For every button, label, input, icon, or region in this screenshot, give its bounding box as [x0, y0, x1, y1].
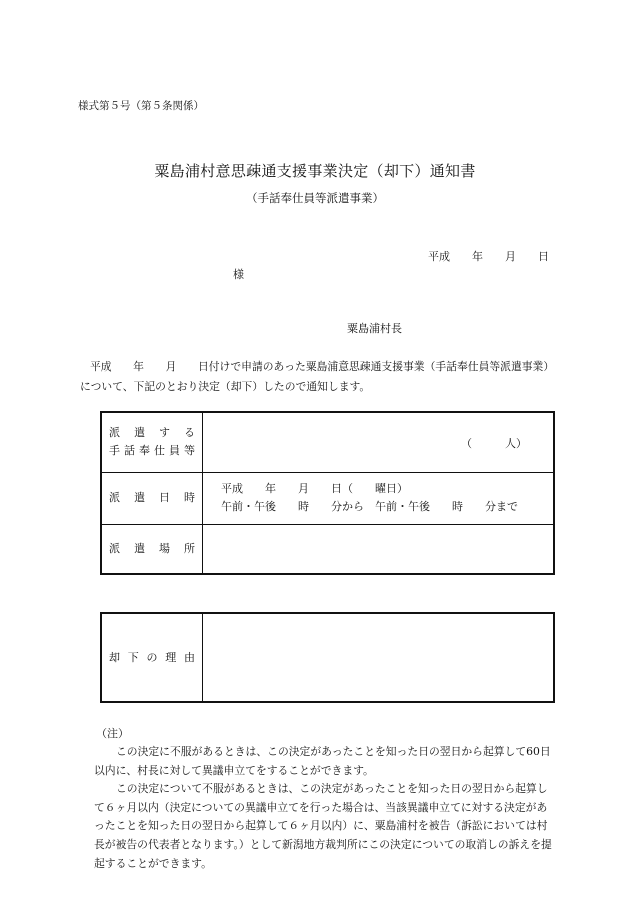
dispatch-table [100, 411, 555, 575]
datetime-line-1: 平成 年 月 日（ 曜日） [221, 482, 408, 495]
table-row-location [101, 524, 554, 574]
location-label: 派遣場所 [109, 541, 195, 555]
datetime-value-cell [203, 472, 555, 524]
issuer-name: 粟島浦村長 [347, 322, 402, 335]
document-subtitle: （手話奉仕員等派遣事業） [246, 191, 384, 205]
form-number: 様式第５号（第５条関係） [78, 100, 204, 112]
note-paragraph-2: この決定について不服があるときは、この決定があったことを知った日の翌日から起算して６ヶ月以内（決定についての異議申立てを行った場合は、当該異議申立てに対する決定があったことを知った日の翌日から起算して６ヶ月以内）に、粟島浦村を被告（訴訟においては村長が被告の代表者となります。）として新潟地方裁判所にこの決定についての取消しの訴えを提起することができます。 [94, 782, 552, 870]
date-line [428, 248, 549, 264]
location-label-cell [101, 524, 203, 574]
addressee-suffix: 様 [233, 268, 244, 281]
document-title: 粟島浦村意思疎通支援事業決定（却下）通知書 [154, 162, 476, 180]
interpreter-label-line2: 手話奉仕員等 [109, 444, 195, 458]
datetime-label-cell [101, 472, 203, 524]
interpreter-value-cell [203, 412, 555, 472]
date-year: 年 [472, 250, 483, 263]
notification-body: 平成 年 月 日付けで申請のあった粟島浦意思疎通支援事業（手話奉仕員等派遣事業）について、下記のとおり決定（却下）したので通知します。 [80, 360, 549, 393]
note-paragraph-1: この決定に不服があるときは、この決定があったことを知った日の翌日から起算して60日以内に、村長に対して異議申立てをすることができます。 [94, 745, 551, 777]
interpreter-label-line1: 派遣する [109, 426, 195, 440]
date-month: 月 [505, 250, 516, 263]
date-day: 日 [538, 250, 549, 263]
datetime-label: 派遣日時 [109, 491, 195, 504]
rejection-label-cell [101, 613, 203, 702]
table-row-rejection [101, 613, 554, 702]
notes-heading: （注） [96, 727, 129, 740]
interpreter-count: （ 人） [461, 437, 527, 450]
table-row-interpreter [101, 412, 554, 472]
rejection-reason-cell [203, 613, 555, 702]
notes-body [80, 743, 552, 873]
table-row-datetime [101, 472, 554, 524]
datetime-line-2: 午前・午後 時 分から 午前・午後 時 分まで [221, 500, 518, 513]
date-era: 平成 [428, 250, 450, 263]
location-value-cell [203, 524, 555, 574]
rejection-label: 却下の理由 [109, 650, 195, 664]
rejection-table [100, 612, 555, 703]
interpreter-label [101, 412, 203, 472]
